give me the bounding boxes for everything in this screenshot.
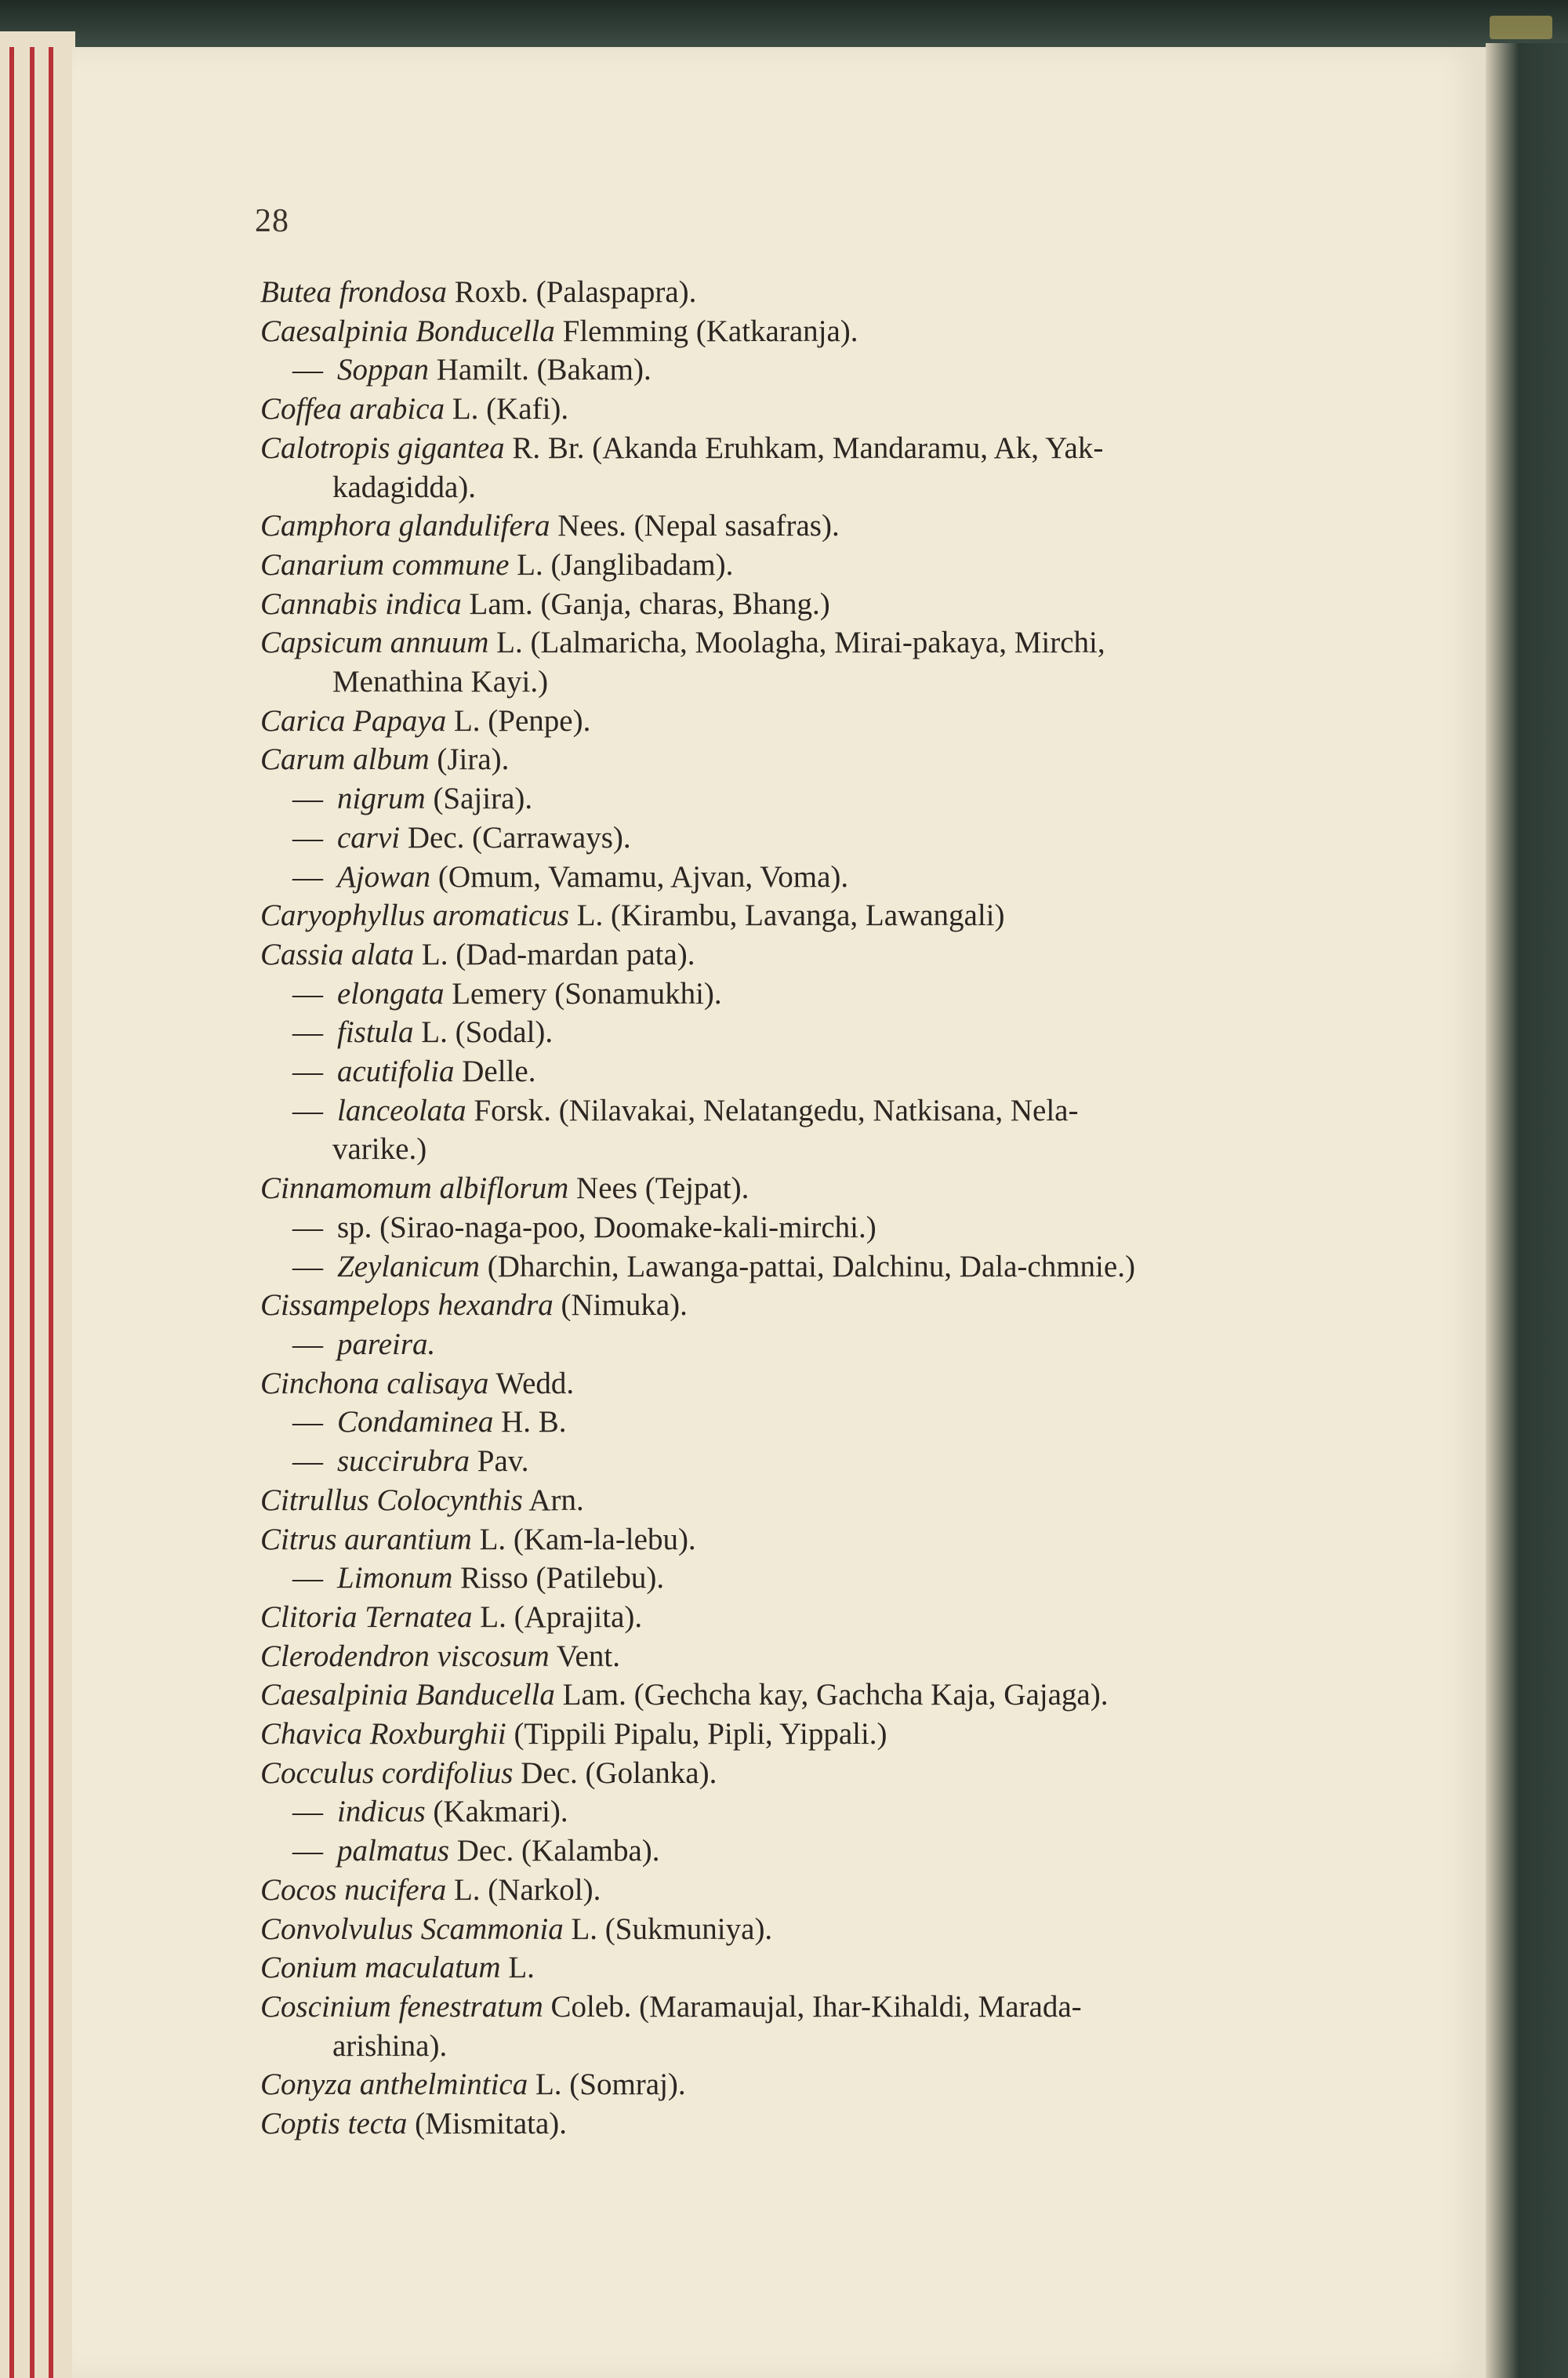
ditto-dash: —	[292, 820, 323, 855]
plant-entry	[260, 390, 1358, 429]
entry-detail: L. (Penpe).	[446, 703, 591, 738]
genus-name: Cinnamomum	[260, 1171, 440, 1206]
entry-detail: L. (Somraj).	[528, 2068, 686, 2102]
genus-name: Cassia	[260, 937, 351, 971]
ditto-dash: —	[292, 1561, 323, 1596]
ditto-dash: —	[292, 1444, 323, 1479]
entry-detail: Roxb. (Palaspapra).	[446, 275, 697, 309]
sub-entry	[260, 1325, 1358, 1364]
entry-detail: (Kakmari).	[425, 1795, 568, 1829]
sub-entry	[260, 779, 1358, 819]
genus-name: Clerodendron	[260, 1639, 437, 1673]
species-name: carvi	[337, 820, 401, 855]
plant-entry	[260, 506, 1358, 546]
species-name: Banducella	[416, 1678, 555, 1712]
entry-detail: (Sajira).	[425, 782, 533, 816]
entry-continuation	[260, 2027, 1358, 2066]
species-name: Scammonia	[420, 1911, 564, 1946]
sub-entry	[260, 1403, 1358, 1442]
species-name: Condaminea	[337, 1405, 494, 1440]
sub-entry	[260, 1442, 1358, 1481]
entry-detail: H. B.	[493, 1405, 567, 1440]
entry-detail: Dec. (Golanka).	[513, 1755, 717, 1790]
species-name: Zeylanicum	[337, 1249, 480, 1283]
genus-name: Cannabis	[260, 586, 386, 621]
species-name: albiflorum	[439, 1171, 569, 1206]
red-page-edge	[30, 47, 34, 2378]
entry-detail: sp. (Sirao-naga-poo, Doomake-kali-mirchi.)	[337, 1210, 877, 1244]
entry-detail: L. (Janglibadam).	[509, 547, 734, 582]
plant-entry	[260, 429, 1358, 468]
species-name: Ajowan	[337, 859, 431, 894]
species-name: glandulifera	[398, 509, 550, 543]
sub-entry	[260, 1052, 1358, 1091]
entry-detail: L. (Kam-la-lebu).	[471, 1522, 696, 1556]
species-name: aromaticus	[432, 899, 569, 933]
species-name: Papaya	[353, 703, 447, 738]
ditto-dash: —	[292, 1327, 323, 1361]
species-name: elongata	[337, 976, 445, 1011]
entry-detail: Flemming (Katkaranja).	[554, 314, 858, 348]
plant-entry	[260, 1715, 1358, 1754]
genus-name: Cocos	[260, 1872, 345, 1907]
ditto-dash: —	[292, 859, 323, 894]
entry-continuation	[260, 663, 1358, 702]
species-name: succirubra	[337, 1444, 470, 1479]
species-name: frondosa	[339, 275, 447, 309]
genus-name: Coffea	[260, 392, 350, 427]
species-name: indicus	[337, 1795, 426, 1829]
plant-entry	[260, 1754, 1358, 1793]
entry-detail: Dec. (Kalamba).	[449, 1834, 660, 1868]
species-name: aurantium	[344, 1522, 472, 1556]
sub-entry	[260, 819, 1358, 858]
sub-entry	[260, 1091, 1358, 1131]
species-name: commune	[391, 547, 510, 582]
entry-detail: (Dharchin, Lawanga-pattai, Dalchinu, Dala-chmnie.)	[479, 1249, 1135, 1283]
plant-entry	[260, 1948, 1358, 1988]
species-name: palmatus	[337, 1834, 450, 1868]
entry-detail: L. (Narkol).	[446, 1872, 601, 1907]
plant-entry	[260, 1675, 1358, 1715]
species-name: album	[353, 742, 430, 777]
species-name: Soppan	[337, 353, 429, 387]
entry-detail: (Nimuka).	[553, 1288, 688, 1323]
entry-detail: Hamilt. (Bakam).	[429, 353, 652, 387]
genus-name: Clitoria	[260, 1599, 365, 1634]
genus-name: Carica	[260, 703, 354, 738]
plant-entry	[260, 2104, 1358, 2144]
genus-name: Carum	[260, 742, 354, 777]
ditto-dash: —	[292, 976, 323, 1011]
plant-entry	[260, 1598, 1358, 1637]
sub-entry	[260, 858, 1358, 897]
sub-entry	[260, 1208, 1358, 1247]
plant-entry	[260, 702, 1358, 741]
entry-detail: Dec. (Carraways).	[400, 820, 631, 855]
species-name: indica	[385, 586, 462, 621]
species-name: alata	[350, 937, 415, 971]
genus-name: Citrullus	[260, 1483, 377, 1517]
genus-name: Coscinium	[260, 1989, 399, 2024]
entry-detail: Lam. (Ganja, charas, Bhang.)	[461, 586, 830, 621]
species-name: gigantea	[397, 430, 505, 465]
entry-continuation	[260, 468, 1358, 507]
entry-detail: L. (Sodal).	[413, 1015, 554, 1050]
species-name: tecta	[347, 2107, 408, 2141]
genus-name: Conyza	[260, 2068, 360, 2102]
species-name: arabica	[349, 392, 445, 427]
ditto-dash: —	[292, 1093, 323, 1127]
ditto-dash: —	[292, 1249, 323, 1283]
entry-detail: Nees (Tejpat).	[568, 1171, 750, 1206]
genus-name: Capsicum	[260, 626, 390, 660]
ditto-dash: —	[292, 1795, 323, 1829]
sub-entry	[260, 1559, 1358, 1598]
species-name: pareira.	[337, 1327, 436, 1361]
plant-entry	[260, 1364, 1358, 1403]
entry-detail: Lam. (Gechcha kay, Gachcha Kaja, Gajaga).	[554, 1678, 1109, 1712]
sub-entry	[260, 975, 1358, 1014]
entry-detail: Coleb. (Maramaujal, Ihar-Kihaldi, Marada-	[543, 1989, 1082, 2024]
species-name: nigrum	[337, 782, 426, 816]
genus-name: Canarium	[260, 547, 392, 582]
genus-name: Caesalpinia	[260, 1678, 416, 1712]
ditto-dash: —	[292, 1834, 323, 1868]
entry-detail: R. Br. (Akanda Eruhkam, Mandaramu, Ak, Yak-	[504, 430, 1104, 465]
entry-detail: kadagidda).	[332, 470, 477, 504]
genus-name: Calotropis	[260, 430, 398, 465]
genus-name: Conium	[260, 1951, 365, 1985]
ditto-dash: —	[292, 782, 323, 816]
plant-entry	[260, 623, 1358, 663]
entry-detail: L. (Kirambu, Lavanga, Lawangali)	[568, 899, 1005, 933]
entry-detail: varike.)	[332, 1132, 427, 1167]
genus-name: Citrus	[260, 1522, 345, 1556]
plant-entry	[260, 935, 1358, 975]
entry-detail: Vent.	[549, 1639, 620, 1673]
entry-detail: Delle.	[454, 1055, 536, 1089]
ditto-dash: —	[292, 1015, 323, 1050]
entry-detail: L.	[500, 1951, 535, 1985]
species-name: nucifera	[344, 1872, 447, 1907]
entry-detail: L. (Dad-mardan pata).	[414, 937, 695, 971]
plant-entry	[260, 1637, 1358, 1676]
plant-entry	[260, 1520, 1358, 1559]
plant-entry	[260, 1481, 1358, 1520]
genus-name: Caesalpinia	[260, 314, 416, 348]
entry-continuation	[260, 1130, 1358, 1169]
genus-name: Cissampelops	[260, 1288, 438, 1323]
entry-detail: L. (Sukmuniya).	[563, 1911, 773, 1946]
species-name: anthelmintica	[359, 2068, 528, 2102]
genus-name: Caryophyllus	[260, 899, 433, 933]
species-name: Roxburghii	[369, 1717, 506, 1752]
plant-entry	[260, 1169, 1358, 1208]
plant-entry	[260, 1988, 1358, 2027]
species-name: Colocynthis	[376, 1483, 523, 1517]
plant-entry	[260, 896, 1358, 935]
page-number: 28	[255, 203, 289, 239]
species-name: Ternatea	[365, 1599, 473, 1634]
plant-entry	[260, 1871, 1358, 1910]
plant-entry	[260, 312, 1358, 351]
entry-detail: Lemery (Sonamukhi).	[444, 976, 722, 1011]
species-name: cordifolius	[381, 1755, 514, 1790]
entry-detail: Arn.	[522, 1483, 584, 1517]
entry-detail: Forsk. (Nilavakai, Nelatangedu, Natkisana, Nela-	[466, 1093, 1079, 1127]
ditto-dash: —	[292, 1210, 323, 1244]
plant-entry	[260, 1910, 1358, 1949]
ditto-dash: —	[292, 1405, 323, 1440]
species-name: Limonum	[337, 1561, 453, 1596]
genus-name: Convolvulus	[260, 1911, 421, 1946]
plant-entry	[260, 2065, 1358, 2104]
entry-detail: L. (Lalmaricha, Moolagha, Mirai-pakaya, Mirchi,	[488, 626, 1105, 660]
entry-detail: Menathina Kayi.)	[332, 665, 549, 699]
entry-detail: Risso (Patilebu).	[452, 1561, 665, 1596]
sub-entry	[260, 1013, 1358, 1052]
plant-entry	[260, 740, 1358, 779]
sub-entry	[260, 1792, 1358, 1832]
genus-name: Cocculus	[260, 1755, 382, 1790]
sub-entry	[260, 1832, 1358, 1871]
plant-entry	[260, 546, 1358, 585]
species-name: maculatum	[365, 1951, 501, 1985]
sub-entry	[260, 350, 1358, 390]
page-stack-right	[1486, 43, 1568, 2378]
species-name: fistula	[337, 1015, 414, 1050]
plant-entry	[260, 1286, 1358, 1325]
plant-entry	[260, 273, 1358, 312]
red-page-edge	[9, 47, 14, 2378]
entry-detail: (Mismitata).	[407, 2107, 568, 2141]
species-name: annuum	[390, 626, 489, 660]
species-name: acutifolia	[337, 1055, 455, 1089]
entry-detail: (Jira).	[429, 742, 510, 777]
genus-name: Butea	[260, 275, 339, 309]
species-name: Bonducella	[416, 314, 555, 348]
genus-name: Coptis	[260, 2107, 348, 2141]
species-name: fenestratum	[398, 1989, 543, 2024]
binding-tab	[1490, 16, 1552, 39]
entry-detail: (Tippili Pipalu, Pipli, Yippali.)	[506, 1717, 887, 1752]
species-name: hexandra	[437, 1288, 554, 1323]
entry-detail: L. (Aprajita).	[472, 1599, 643, 1634]
entry-detail: (Omum, Vamamu, Ajvan, Voma).	[430, 859, 849, 894]
ditto-dash: —	[292, 1055, 323, 1089]
genus-name: Chavica	[260, 1717, 370, 1752]
plant-entry	[260, 585, 1358, 624]
genus-name: Cinchona	[260, 1366, 387, 1400]
entry-detail: arishina).	[332, 2028, 448, 2063]
species-name: viscosum	[437, 1639, 550, 1673]
species-name: lanceolata	[337, 1093, 466, 1127]
ditto-dash: —	[292, 353, 323, 387]
entry-detail: Wedd.	[488, 1366, 575, 1400]
entry-detail: Pav.	[470, 1444, 529, 1479]
genus-name: Camphora	[260, 509, 399, 543]
red-page-edge	[49, 47, 53, 2378]
plant-name-list	[260, 273, 1358, 2144]
entry-detail: Nees. (Nepal sasafras).	[550, 509, 840, 543]
sub-entry	[260, 1247, 1358, 1287]
species-name: calisaya	[387, 1366, 489, 1400]
entry-detail: L. (Kafi).	[445, 392, 569, 427]
